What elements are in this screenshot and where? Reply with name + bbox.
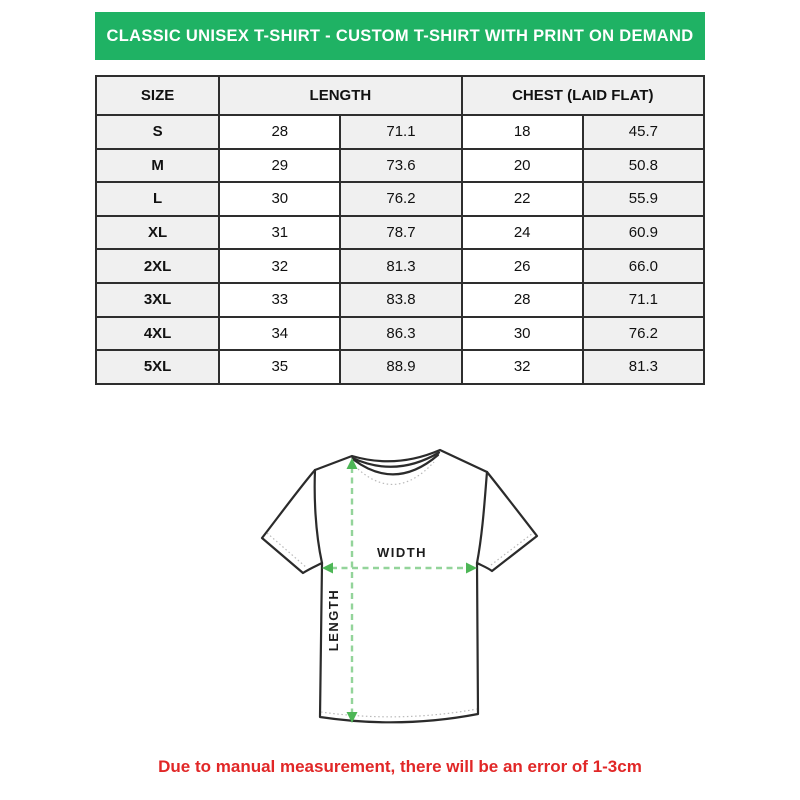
size-cell: M (96, 149, 219, 183)
chest-cm-cell: 55.9 (583, 182, 704, 216)
size-cell: S (96, 115, 219, 149)
length-cm-cell: 81.3 (340, 249, 461, 283)
chest-cm-cell: 76.2 (583, 317, 704, 351)
table-row (96, 115, 704, 149)
chest-in-cell: 24 (462, 216, 583, 250)
size-cell: 4XL (96, 317, 219, 351)
length-cm-cell: 71.1 (340, 115, 461, 149)
chest-in-cell: 28 (462, 283, 583, 317)
length-cm-cell: 78.7 (340, 216, 461, 250)
chest-cm-cell: 50.8 (583, 149, 704, 183)
tshirt-diagram (240, 433, 560, 753)
page-title: CLASSIC UNISEX T-SHIRT - CUSTOM T-SHIRT WITH PRINT ON DEMAND (106, 26, 694, 45)
measurement-disclaimer: Due to manual measurement, there will be an error of 1-3cm (158, 757, 642, 776)
length-in-cell: 34 (219, 317, 340, 351)
chest-cm-cell: 71.1 (583, 283, 704, 317)
col-header-size: SIZE (96, 76, 219, 115)
size-cell: 3XL (96, 283, 219, 317)
size-table-body (96, 115, 704, 384)
table-row (96, 216, 704, 250)
size-cell: XL (96, 216, 219, 250)
length-cm-cell: 86.3 (340, 317, 461, 351)
table-row (96, 182, 704, 216)
length-in-cell: 35 (219, 350, 340, 384)
size-cell: L (96, 182, 219, 216)
length-in-cell: 29 (219, 149, 340, 183)
table-row (96, 249, 704, 283)
table-row (96, 350, 704, 384)
chest-in-cell: 26 (462, 249, 583, 283)
length-arrow-label: LENGTH (326, 588, 341, 652)
length-cm-cell: 88.9 (340, 350, 461, 384)
col-header-length: LENGTH (219, 76, 461, 115)
table-row (96, 283, 704, 317)
chest-in-cell: 18 (462, 115, 583, 149)
chest-cm-cell: 45.7 (583, 115, 704, 149)
length-in-cell: 33 (219, 283, 340, 317)
header-row (96, 76, 704, 115)
length-in-cell: 31 (219, 216, 340, 250)
chest-cm-cell: 66.0 (583, 249, 704, 283)
chest-cm-cell: 81.3 (583, 350, 704, 384)
size-cell: 5XL (96, 350, 219, 384)
size-table-header (96, 76, 704, 115)
table-row (96, 149, 704, 183)
length-in-cell: 28 (219, 115, 340, 149)
chest-in-cell: 20 (462, 149, 583, 183)
tshirt-svg (240, 433, 560, 753)
size-table (95, 75, 705, 385)
width-arrow-label: WIDTH (376, 545, 428, 560)
chest-cm-cell: 60.9 (583, 216, 704, 250)
chest-in-cell: 22 (462, 182, 583, 216)
tshirt-outline (262, 450, 537, 722)
chest-in-cell: 32 (462, 350, 583, 384)
length-in-cell: 30 (219, 182, 340, 216)
col-header-chest: CHEST (LAID FLAT) (462, 76, 704, 115)
length-cm-cell: 76.2 (340, 182, 461, 216)
length-cm-cell: 83.8 (340, 283, 461, 317)
chest-in-cell: 30 (462, 317, 583, 351)
size-cell: 2XL (96, 249, 219, 283)
length-cm-cell: 73.6 (340, 149, 461, 183)
table-row (96, 317, 704, 351)
title-banner (95, 12, 705, 60)
length-in-cell: 32 (219, 249, 340, 283)
